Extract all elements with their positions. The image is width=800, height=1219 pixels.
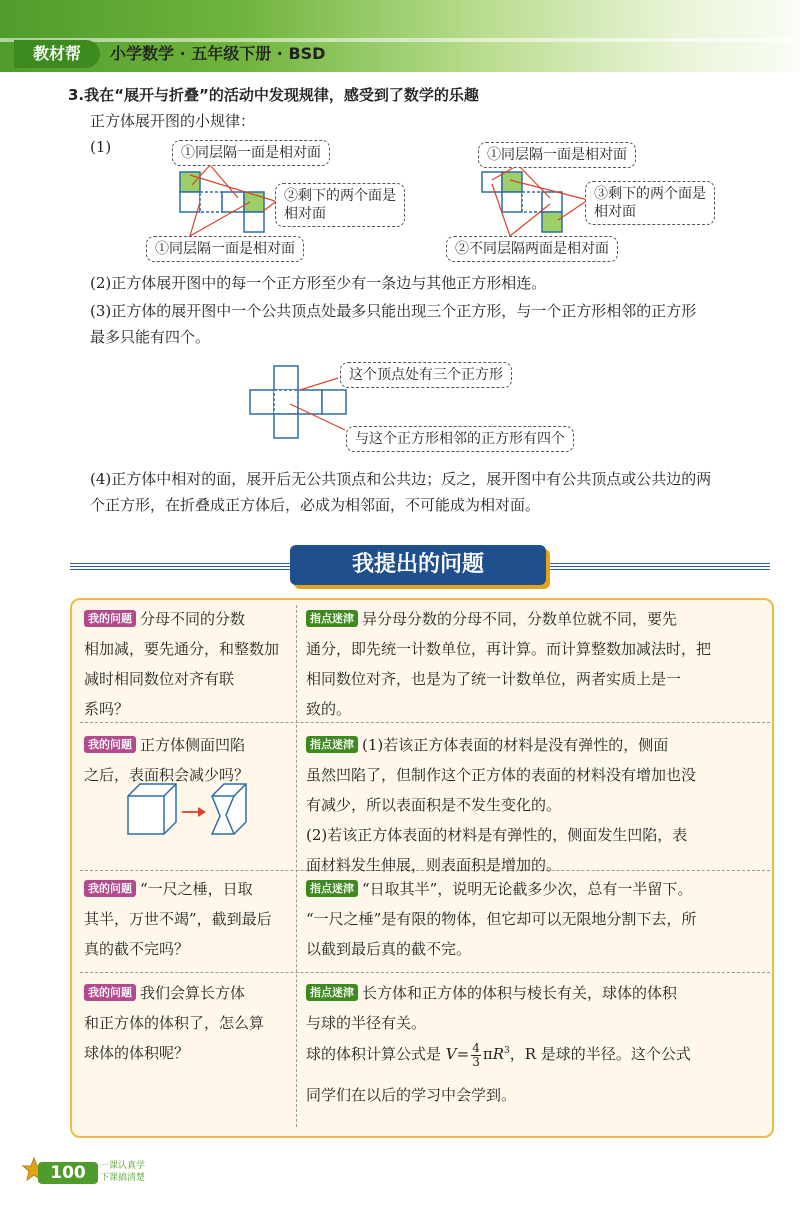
right-note-top: ①同层隔一面是相对面	[478, 142, 636, 168]
item4-line2: 个正方形，在折叠成正方体后，必成为相邻面，不可能成为相对面。	[90, 496, 541, 514]
cross-note-top: 这个顶点处有三个正方形	[340, 362, 512, 388]
item3-line1: (3)正方体的展开图中一个公共顶点处最多只能出现三个正方形，与一个正方形相邻的正方形	[90, 302, 697, 320]
question-tag: 我的问题	[84, 610, 136, 627]
item2-text: (2)正方体展开图中的每一个正方形至少有一条边与其他正方形相连。	[90, 274, 547, 292]
answer-tag: 指点迷津	[306, 880, 358, 897]
left-note-bottom: ①同层隔一面是相对面	[146, 236, 304, 262]
answer-tag: 指点迷津	[306, 984, 358, 1001]
right-note-bottom: ②不同层隔两面是相对面	[446, 236, 618, 262]
cube-dent-illustration	[124, 782, 254, 842]
question-tag: 我的问题	[84, 880, 136, 897]
right-note-right: ③剩下的两个面是相对面	[585, 181, 715, 225]
book-title: 小学数学 · 五年级下册 · BSD	[110, 44, 326, 63]
item3-line2: 最多只能有四个。	[90, 328, 211, 346]
qa-row4-answer-end: 同学们在以后的学习中会学到。	[306, 1086, 517, 1104]
item1-number: (1)	[90, 138, 112, 156]
qa-row1-answer: 指点迷津 异分母分数的分母不同，分数单位就不同，要先 通分，即先统一计数单位，再计算。而计算整数加减法时，把 相同数位对齐，也是为了统一计数单位，两者实质上是一 致的。	[306, 610, 712, 718]
qa-row2-question: 我的问题 正方体侧面凹陷 之后，表面积会减少吗？	[84, 736, 250, 784]
qa-row4-answer: 指点迷津 长方体和正方体的体积与棱长有关，球体的体积 与球的半径有关。	[306, 984, 678, 1032]
left-note-right: ②剩下的两个面是相对面	[275, 183, 405, 227]
section3-intro: 正方体展开图的小规律：	[90, 112, 256, 130]
answer-tag: 指点迷津	[306, 736, 358, 753]
qa-row3-answer: 指点迷津 “日取其半”，说明无论截多少次，总有一半留下。 “一尺之棰”是有限的物体，但它却可以无限地分割下去，所 以截到最后真的截不完。	[306, 880, 697, 958]
qa-row2-answer: 指点迷津 (1)若该正方体表面的材料是没有弹性的，侧面 虽然凹陷了，但制作这个正方体的表面的材料没有增加也没 有减少，所以表面积是不发生变化的。 (2)若该正方体表面的材料是有弹性的，侧面发生凹陷，表 面材料发生伸展，则表面积是增加的。	[306, 736, 697, 874]
qa-column-divider	[296, 605, 297, 1127]
section-title: 我提出的问题	[290, 545, 546, 585]
brand-label: 教材帮	[14, 40, 100, 68]
page-number: 100	[38, 1162, 98, 1184]
item4-line1: (4)正方体中相对的面，展开后无公共顶点和公共边；反之，展开图中有公共顶点或公共边的两	[90, 470, 712, 488]
footer-slogan: 一课认真学 下课搞清楚	[100, 1161, 146, 1183]
cross-note-bottom: 与这个正方形相邻的正方形有四个	[346, 426, 574, 452]
sphere-volume-formula: 球的体积计算公式是 V= $\frac{4}{3}$ $\pi R^3$，R 是球的半径。这个公式	[306, 1040, 691, 1069]
question-tag: 我的问题	[84, 984, 136, 1001]
section3-heading: 3.我在“展开与折叠”的活动中发现规律，感受到了数学的乐趣	[68, 86, 479, 104]
qa-row4-question: 我的问题 我们会算长方体 和正方体的体积了，怎么算 球体的体积呢？	[84, 984, 265, 1062]
qa-row1-question: 我的问题 分母不同的分数 相加减，要先通分，和整数加 减时相同数位对齐有联 系吗？	[84, 610, 280, 718]
answer-tag: 指点迷津	[306, 610, 358, 627]
question-tag: 我的问题	[84, 736, 136, 753]
left-note-top: ①同层隔一面是相对面	[172, 140, 330, 166]
qa-row3-question: 我的问题 “一尺之棰，日取 其半，万世不竭”，截到最后 真的截不完吗？	[84, 880, 272, 958]
row-divider	[80, 972, 770, 973]
